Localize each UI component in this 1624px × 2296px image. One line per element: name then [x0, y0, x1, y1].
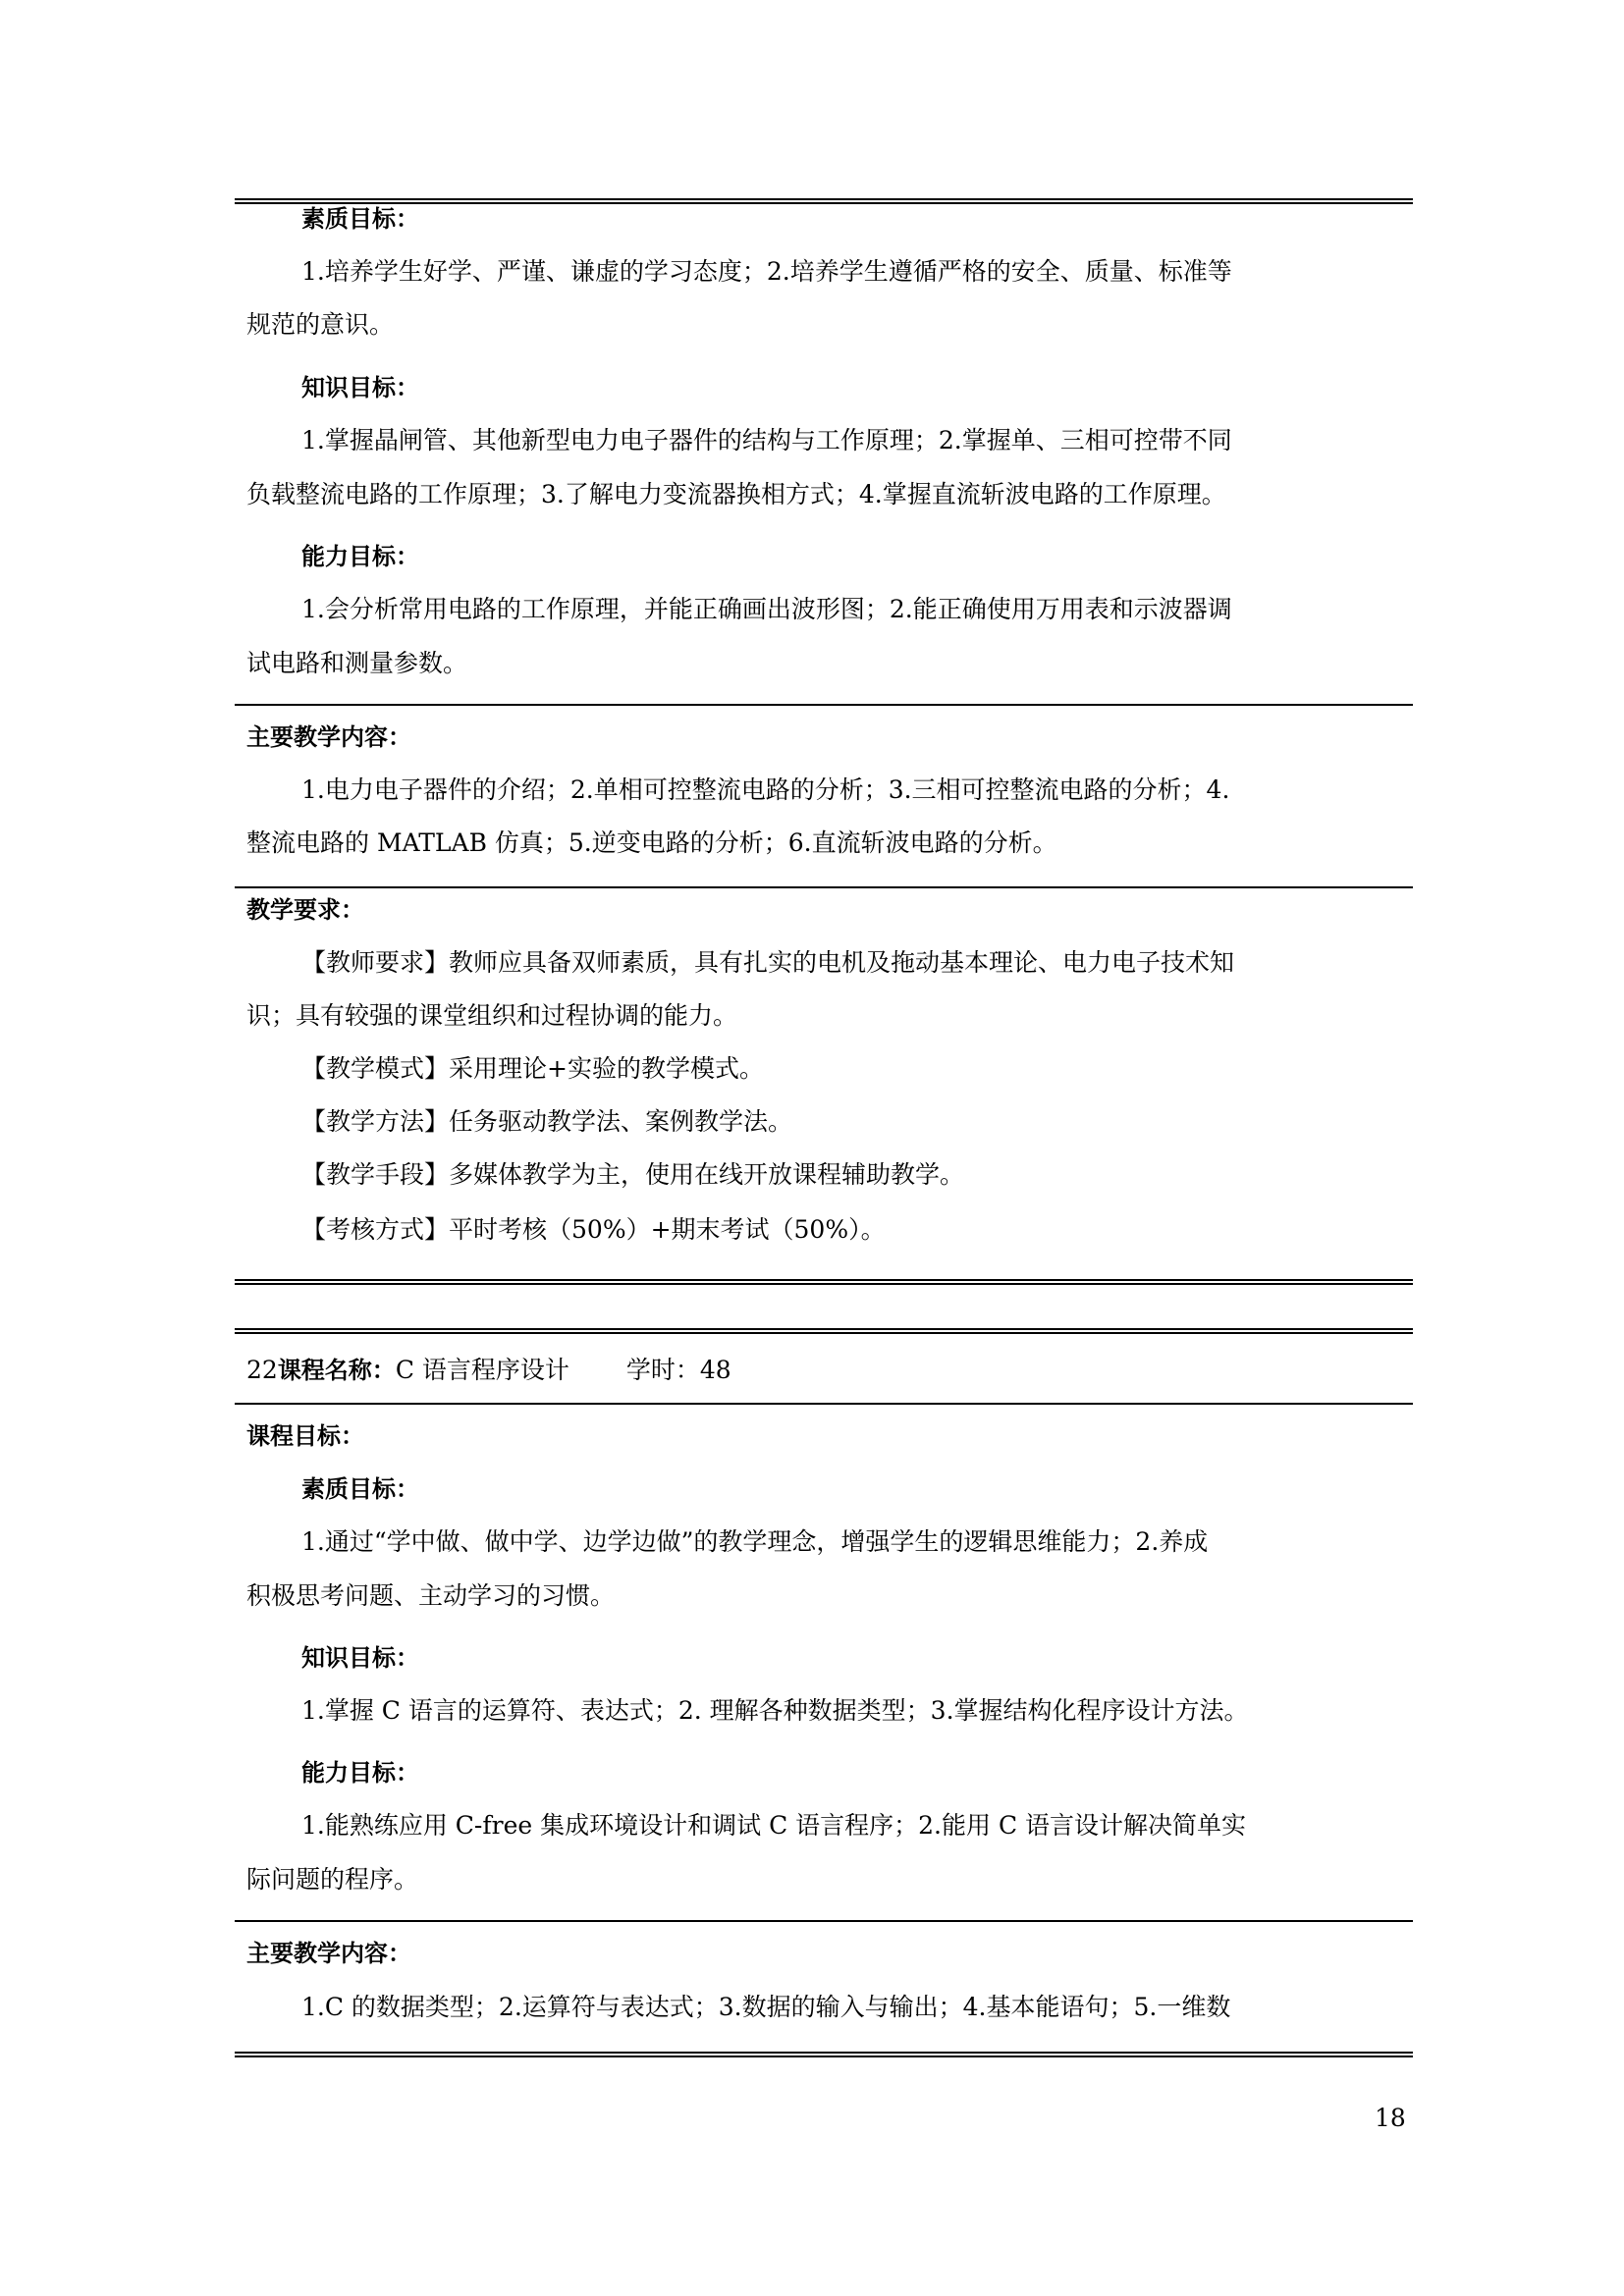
knowledge-goal-text: 负载整流电路的工作原理；3.了解电力变流器换相方式；4.掌握直流斩波电路的工作原理。 — [246, 480, 1226, 508]
quality-goal-heading: 素质目标： — [301, 1475, 419, 1503]
course-goals-heading: 课程目标： — [246, 1422, 364, 1450]
teaching-req-heading: 教学要求： — [246, 896, 364, 924]
course-hours: 48 — [699, 1356, 731, 1384]
row-divider — [235, 886, 1413, 888]
teaching-means-text: 【教学手段】多媒体教学为主，使用在线开放课程辅助教学。 — [301, 1160, 965, 1189]
row-divider — [235, 1403, 1413, 1405]
course-table-22 — [235, 1328, 1413, 2064]
course-number: 22 — [246, 1356, 278, 1384]
quality-goal-text: 1.通过“学中做、做中学、边学边做”的教学理念，增强学生的逻辑思维能力；2.养成 — [301, 1527, 1209, 1556]
main-content-heading: 主要教学内容： — [246, 1940, 411, 1967]
row-divider — [235, 1920, 1413, 1922]
quality-goal-heading: 素质目标： — [301, 205, 419, 233]
quality-goal-text: 积极思考问题、主动学习的习惯。 — [246, 1581, 616, 1610]
course-name-label: 课程名称： — [277, 1357, 396, 1384]
teaching-mode-text: 【教学模式】采用理论+实验的教学模式。 — [301, 1054, 764, 1083]
teacher-req-text: 【教师要求】教师应具备双师素质，具有扎实的电机及拖动基本理论、电力电子技术知 — [301, 948, 1235, 977]
knowledge-goal-heading: 知识目标： — [301, 1644, 419, 1672]
ability-goal-text: 试电路和测量参数。 — [246, 649, 468, 677]
ability-goal-text: 1.会分析常用电路的工作原理，并能正确画出波形图；2.能正确使用万用表和示波器调 — [301, 595, 1232, 623]
ability-goal-heading: 能力目标： — [301, 1759, 419, 1787]
knowledge-goal-text: 1.掌握晶闸管、其他新型电力电子器件的结构与工作原理；2.掌握单、三相可控带不同 — [301, 426, 1232, 454]
knowledge-goal-heading: 知识目标： — [301, 374, 419, 401]
assessment-text: 【考核方式】平时考核（50%）+期末考试（50%）。 — [301, 1215, 886, 1244]
quality-goal-text: 1.培养学生好学、严谨、谦虚的学习态度；2.培养学生遵循严格的安全、质量、标准等 — [301, 257, 1232, 286]
course-table-21 — [235, 198, 1413, 1288]
teaching-method-text: 【教学方法】任务驱动教学法、案例教学法。 — [301, 1107, 793, 1136]
quality-goal-text: 规范的意识。 — [246, 310, 395, 339]
table-bottom-border — [235, 1279, 1413, 1285]
row-divider — [235, 704, 1413, 706]
main-content-text: 1.C 的数据类型；2.运算符与表达式；3.数据的输入与输出；4.基本能语句；5.一维数 — [301, 1993, 1231, 2021]
course-name: C 语言程序设计 — [395, 1356, 569, 1384]
ability-goal-heading: 能力目标： — [301, 543, 419, 570]
ability-goal-text: 1.能熟练应用 C-free 集成环境设计和调试 C 语言程序；2.能用 C 语言设计解决简单实 — [301, 1811, 1247, 1840]
main-content-text: 1.电力电子器件的介绍；2.单相可控整流电路的分析；3.三相可控整流电路的分析；4. — [301, 775, 1230, 804]
course-hours-label: 学时： — [625, 1356, 700, 1384]
teacher-req-text: 识；具有较强的课堂组织和过程协调的能力。 — [246, 1001, 738, 1030]
table-top-border — [235, 1328, 1413, 1334]
main-content-heading: 主要教学内容： — [246, 723, 411, 751]
ability-goal-text: 际问题的程序。 — [246, 1865, 419, 1894]
course-title-row — [246, 1354, 731, 1387]
page-number: 18 — [1375, 2104, 1406, 2132]
knowledge-goal-text: 1.掌握 C 语言的运算符、表达式；2. 理解各种数据类型；3.掌握结构化程序设计方法。 — [301, 1696, 1249, 1725]
table-bottom-border — [235, 2052, 1413, 2057]
main-content-text: 整流电路的 MATLAB 仿真；5.逆变电路的分析；6.直流斩波电路的分析。 — [246, 828, 1057, 857]
